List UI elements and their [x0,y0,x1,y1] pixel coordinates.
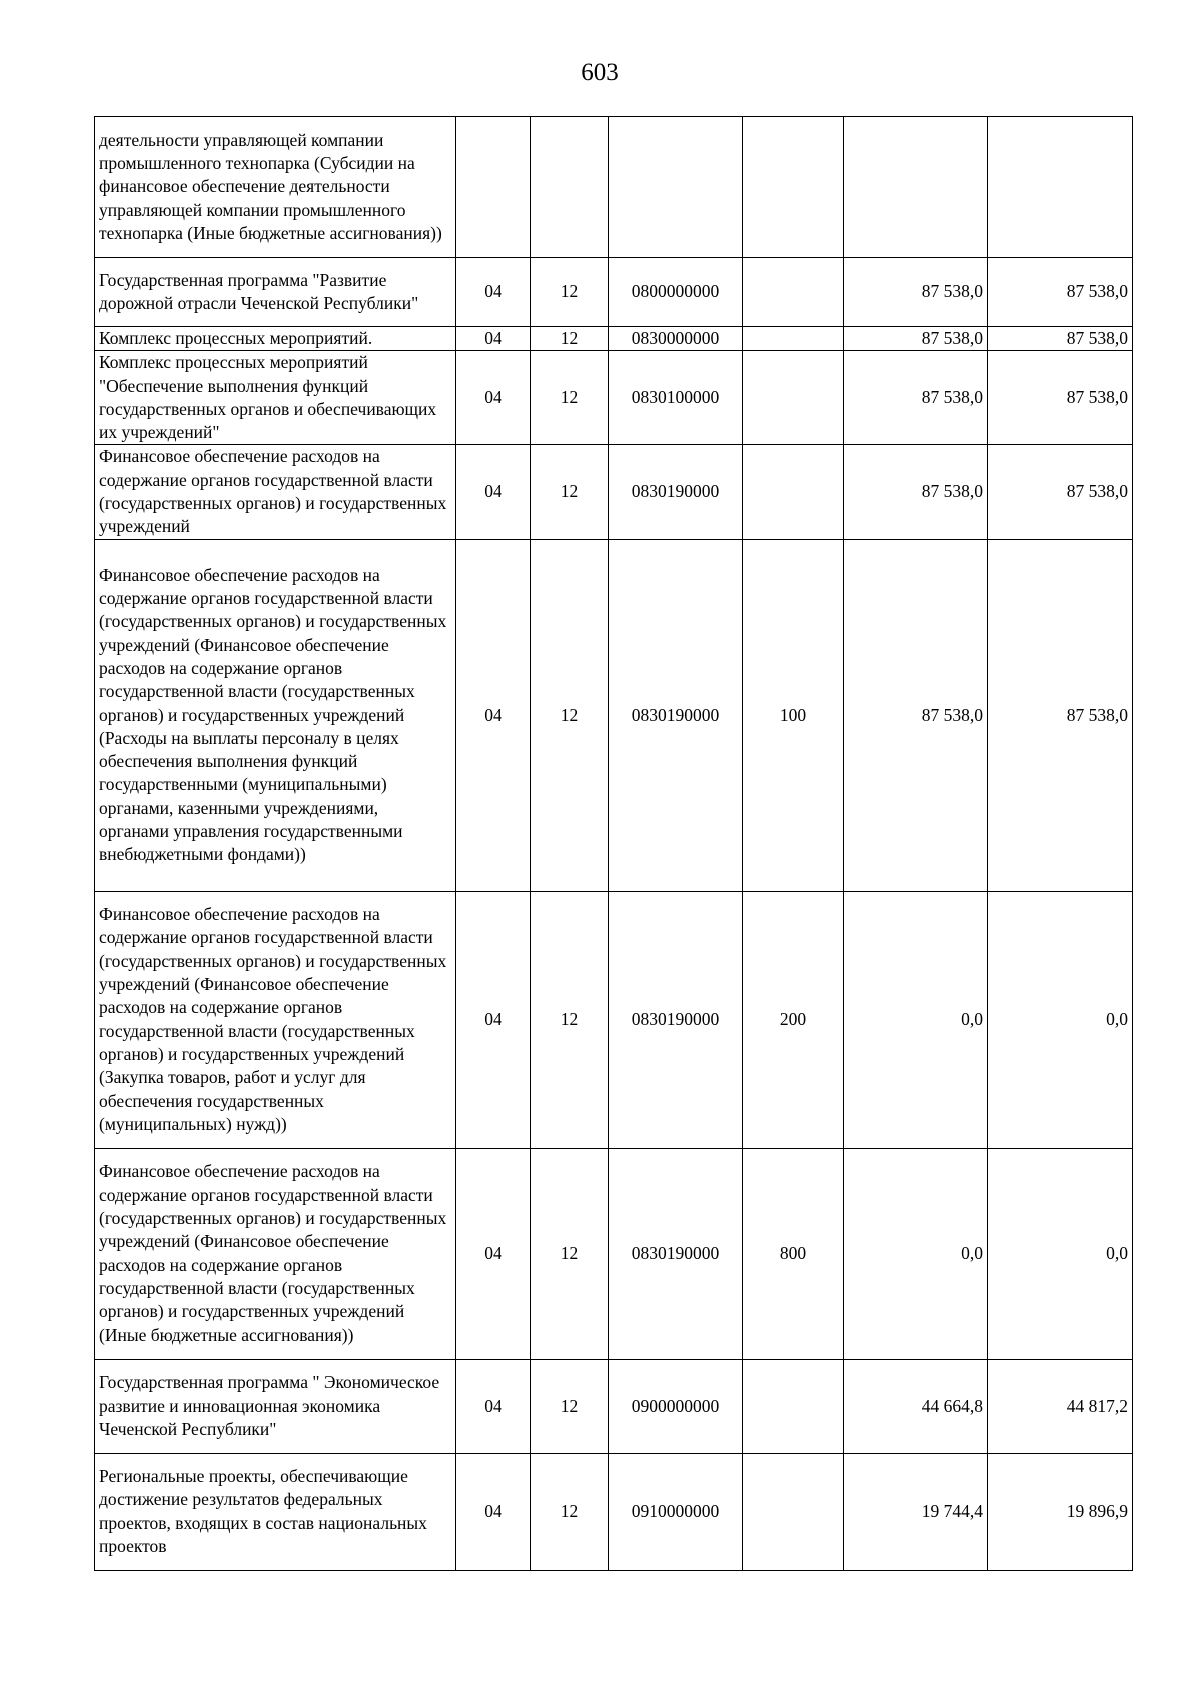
section-code: 04 [456,891,531,1148]
expense-type-code: 800 [743,1148,844,1359]
table-row [95,1453,1133,1570]
target-article-code: 0910000000 [609,1453,743,1570]
budget-table [94,116,1133,1571]
expense-type-code [743,1359,844,1453]
table-body [95,117,1133,1571]
amount-year-1: 44 664,8 [844,1359,988,1453]
subsection-code: 12 [531,539,609,891]
table-row [95,445,1133,539]
table-row [95,351,1133,445]
subsection-code: 12 [531,445,609,539]
subsection-code: 12 [531,891,609,1148]
page-number: 603 [581,59,619,86]
section-code [456,117,531,258]
amount-year-2: 87 538,0 [988,445,1133,539]
section-code: 04 [456,1359,531,1453]
amount-year-2: 0,0 [988,891,1133,1148]
table-row [95,539,1133,891]
amount-year-2: 44 817,2 [988,1359,1133,1453]
amount-year-2: 19 896,9 [988,1453,1133,1570]
target-article-code: 0830190000 [609,1148,743,1359]
row-name: Финансовое обеспечение расходов на содержание органов государственной власти (государственных органов) и государственных учреждений (Финансовое обеспечение расходов на содержание органов государственной власти (государственных органов) и государственных учреждений (Иные бюджетные ассигнования)) [95,1148,456,1359]
target-article-code: 0830190000 [609,445,743,539]
amount-year-1: 19 744,4 [844,1453,988,1570]
subsection-code: 12 [531,327,609,351]
target-article-code [609,117,743,258]
table-row [95,258,1133,327]
subsection-code: 12 [531,1453,609,1570]
amount-year-1 [844,117,988,258]
amount-year-1: 87 538,0 [844,327,988,351]
row-name: Государственная программа "Развитие дорожной отрасли Чеченской Республики" [95,258,456,327]
section-code: 04 [456,539,531,891]
row-name: Региональные проекты, обеспечивающие достижение результатов федеральных проектов, входящих в состав национальных проектов [95,1453,456,1570]
amount-year-2: 87 538,0 [988,327,1133,351]
subsection-code: 12 [531,1359,609,1453]
section-code: 04 [456,1148,531,1359]
section-code: 04 [456,351,531,445]
amount-year-1: 87 538,0 [844,258,988,327]
amount-year-1: 87 538,0 [844,351,988,445]
expense-type-code [743,117,844,258]
expense-type-code [743,351,844,445]
section-code: 04 [456,258,531,327]
target-article-code: 0900000000 [609,1359,743,1453]
subsection-code: 12 [531,1148,609,1359]
amount-year-1: 0,0 [844,891,988,1148]
amount-year-2: 87 538,0 [988,258,1133,327]
row-name: деятельности управляющей компании промышленного технопарка (Субсидии на финансовое обеспечение деятельности управляющей компании промышленного технопарка (Иные бюджетные ассигнования)) [95,117,456,258]
row-name: Государственная программа " Экономическое развитие и инновационная экономика Чеченской Республики" [95,1359,456,1453]
subsection-code: 12 [531,351,609,445]
subsection-code [531,117,609,258]
expense-type-code [743,445,844,539]
row-name: Финансовое обеспечение расходов на содержание органов государственной власти (государственных органов) и государственных учреждений (Финансовое обеспечение расходов на содержание органов государственной власти (государственных органов) и государственных учреждений (Расходы на выплаты персоналу в целях обеспечения выполнения функций государственными (муниципальными) органами, казенными учреждениями, органами управления государственными внебюджетными фондами)) [95,539,456,891]
expense-type-code [743,1453,844,1570]
table-row [95,117,1133,258]
amount-year-2: 87 538,0 [988,539,1133,891]
amount-year-2: 87 538,0 [988,351,1133,445]
expense-type-code: 100 [743,539,844,891]
section-code: 04 [456,445,531,539]
section-code: 04 [456,327,531,351]
amount-year-1: 87 538,0 [844,445,988,539]
row-name: Финансовое обеспечение расходов на содержание органов государственной власти (государственных органов) и государственных учреждений [95,445,456,539]
target-article-code: 0830000000 [609,327,743,351]
target-article-code: 0800000000 [609,258,743,327]
amount-year-2 [988,117,1133,258]
expense-type-code [743,258,844,327]
section-code: 04 [456,1453,531,1570]
expense-type-code: 200 [743,891,844,1148]
target-article-code: 0830190000 [609,539,743,891]
amount-year-1: 87 538,0 [844,539,988,891]
row-name: Финансовое обеспечение расходов на содержание органов государственной власти (государственных органов) и государственных учреждений (Финансовое обеспечение расходов на содержание органов государственной власти (государственных органов) и государственных учреждений (Закупка товаров, работ и услуг для обеспечения государственных (муниципальных) нужд)) [95,891,456,1148]
amount-year-1: 0,0 [844,1148,988,1359]
table-row [95,1359,1133,1453]
target-article-code: 0830100000 [609,351,743,445]
row-name: Комплекс процессных мероприятий "Обеспечение выполнения функций государственных органов и обеспечивающих их учреждений" [95,351,456,445]
expense-type-code [743,327,844,351]
target-article-code: 0830190000 [609,891,743,1148]
table-row [95,1148,1133,1359]
row-name: Комплекс процессных мероприятий. [95,327,456,351]
subsection-code: 12 [531,258,609,327]
amount-year-2: 0,0 [988,1148,1133,1359]
table-row [95,891,1133,1148]
table-row [95,327,1133,351]
